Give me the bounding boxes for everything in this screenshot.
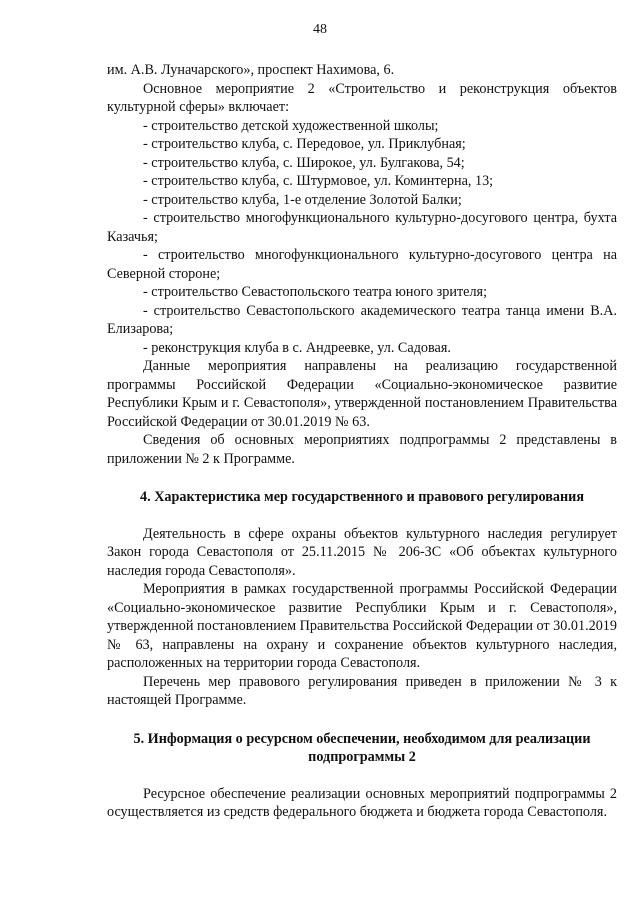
paragraph-main-activity-2: Основное мероприятие 2 «Строительство и реконструкция объектов культурной сферы» включает: <box>107 80 617 115</box>
list-item: - строительство Севастопольского театра юного зрителя; <box>143 284 488 300</box>
list-item: - строительство Севастопольского академического театра танца имени В.А. Елизарова; <box>107 302 617 337</box>
page-number: 48 <box>313 22 327 37</box>
list-item: - строительство клуба, с. Штурмовое, ул. Коминтерна, 13; <box>143 173 494 189</box>
paragraph-federal-program: Данные мероприятия направлены на реализацию государственной программы Российской Федерации «Социально-экономическое развитие Республики Крым и г. Севастополя», утвержденной постановлением Правительства Российской Федерации от 30.01.2019 № 63. <box>107 358 617 430</box>
list-item: - строительство многофункционального культурно-досугового центра на Северной стороне; <box>107 247 617 282</box>
list-item: - строительство клуба, с. Широкое, ул. Булгакова, 54; <box>143 154 465 171</box>
section-4-paragraph: Перечень мер правового регулирования приведен в приложении № 3 к настоящей Программе. <box>107 673 617 708</box>
list-item: - строительство клуба, с. Передовое, ул. Приклубная; <box>143 136 466 152</box>
list-item: - реконструкция клуба в с. Андреевке, ул. Садовая. <box>143 339 451 356</box>
section-5-heading: 5. Информация о ресурсном обеспечении, необходимом для реализации подпрограммы 2 <box>133 730 591 765</box>
section-4-paragraph: Деятельность в сфере охраны объектов культурного наследия регулирует Закон города Севастополя от 25.11.2015 № 206-ЗС «Об объектах культурного наследия города Севастополя». <box>107 525 617 579</box>
section-5-paragraph: Ресурсное обеспечение реализации основных мероприятий подпрограммы 2 осуществляется из средств федерального бюджета и бюджета города Севастополя. <box>107 785 617 820</box>
list-item: - строительство клуба, 1-е отделение Золотой Балки; <box>143 191 462 208</box>
paragraph-appendix-2: Сведения об основных мероприятиях подпрограммы 2 представлены в приложении № 2 к Программе. <box>107 432 617 467</box>
paragraph-address: им. А.В. Луначарского», проспект Нахимова, 6. <box>107 62 395 78</box>
list-item: - строительство многофункционального культурно-досугового центра, бухта Казачья; <box>107 210 617 245</box>
section-4-paragraph: Мероприятия в рамках государственной программы Российской Федерации «Социально-экономическое развитие Республики Крым и г. Севастополя», утвержденной постановлением Правительства Российской Федерации от 30.01.2019 № 63, направлены на охрану и сохранение объектов культурного наследия, расположенных на территории города Севастополя. <box>107 581 617 671</box>
document-body <box>107 61 617 822</box>
section-4-heading: 4. Характеристика мер государственного и правового регулирования <box>140 489 584 505</box>
list-item: - строительство детской художественной школы; <box>143 117 439 134</box>
